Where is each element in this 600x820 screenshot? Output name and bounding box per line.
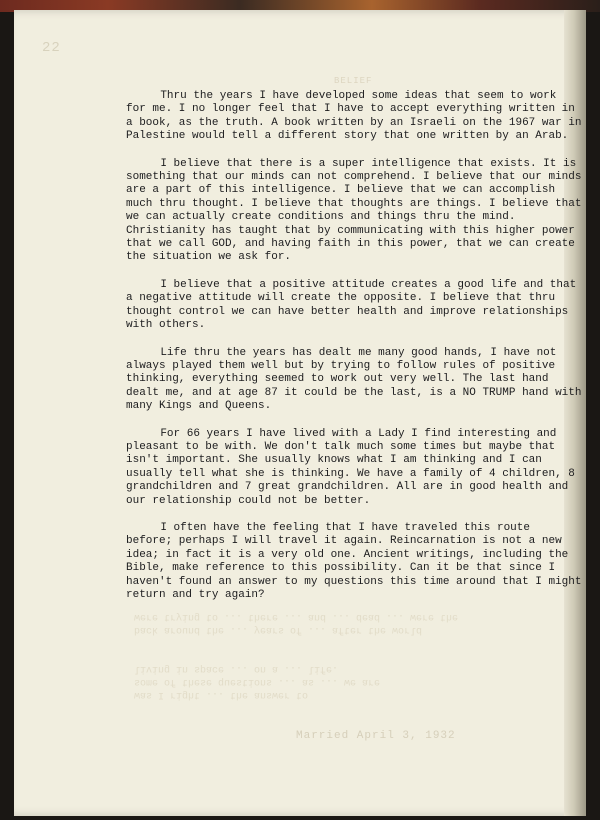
- paragraph: I believe that there is a super intelligence that exists. It is something that our minds can not comprehend. I believe that our minds are a part of this intelligence. I believe that we can accomplish much thru thought. I believe that thoughts are things. I believe that we can actually create conditions and things thru the mind. Christianity has taught that by communicating with this higher power that we call GOD, and having faith in this power, that we can create the situation we ask for.: [126, 157, 582, 264]
- paragraph: I often have the feeling that I have traveled this route before; perhaps I will travel it again. Reincarnation is not a new idea; in fact it is a very old one. Ancient writings, including the Bible, make reference to this possibility. Can it be that since I haven't found an answer to my questions this time around that I might return and try again?: [126, 521, 582, 601]
- bleed-through-signature: Married April 3, 1932: [296, 730, 456, 742]
- body-text: [126, 90, 582, 616]
- paragraph: Thru the years I have developed some ideas that seem to work for me. I no longer feel that I have to accept everything written in a book, as the truth. A book written by an Israeli on the 1967 war in Palestine would tell a different story that one written by an Arab.: [126, 90, 582, 143]
- bleed-through-title: BELIEF: [334, 76, 373, 86]
- page-number: 22: [42, 40, 61, 56]
- bleed-through-text: was I right ... the answer to some of these questions ... as ... we are living in space ... on a ... life.: [134, 663, 381, 700]
- paragraph: Life thru the years has dealt me many good hands, I have not always played them well but by trying to follow rules of positive thinking, everything seemed to work out very well. The last hand dealt me, and at age 87 it could be the last, is a NO TRUMP hand with many Kings and Queens.: [126, 346, 582, 413]
- book-page: [14, 10, 586, 816]
- paragraph: I believe that a positive attitude creates a good life and that a negative attitude will create the opposite. I believe that thru thought control we can have better health and improve relationships with others.: [126, 278, 577, 332]
- paragraph: For 66 years I have lived with a Lady I find interesting and pleasant to be with. We don't talk much some times but maybe that isn't important. She usually knows what I am thinking and I can usually tell what she is thinking. We have a family of 4 children, 8 grandchildren and 7 great grandchildren. All are in good health and our relationship could not be better.: [126, 427, 575, 507]
- bleed-through-text: back around the ... years of ... after the world were trying to ... there ... and ... dead ... were the: [134, 611, 459, 635]
